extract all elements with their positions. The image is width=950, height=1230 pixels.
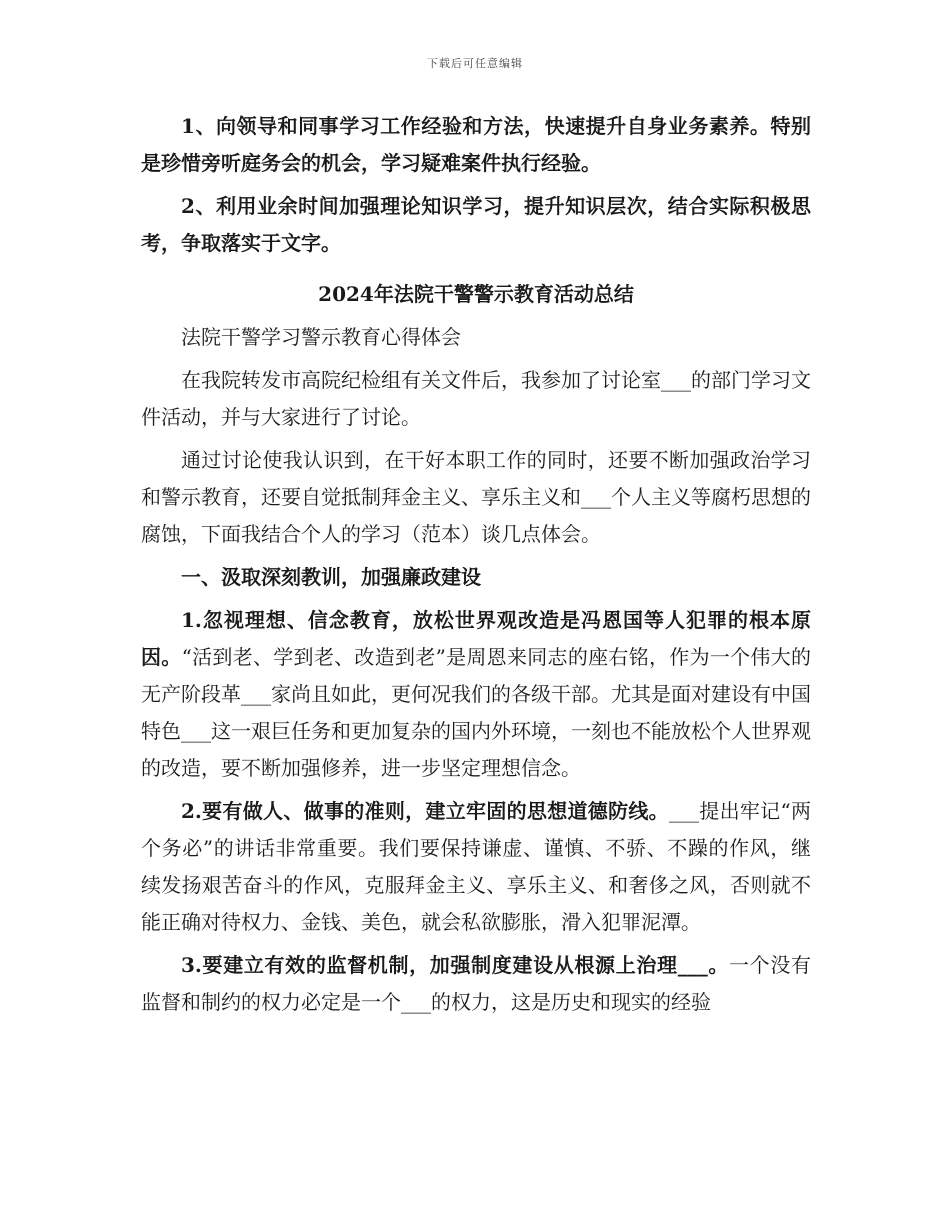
item-2-body: ___提出牢记“两个务必”的讲话非常重要。我们要保持谦虚、谨慎、不骄、不躁的作风，继续发扬艰苦奋斗的作风，克服拜金主义、享乐主义、和奢侈之风，否则就不能正确对待权力、金钱、美色，就会私欲膨胀，滑入犯罪泥潭。 bbox=[141, 799, 811, 934]
item-3-body: 一个没有监督和制约的权力必定是一个___的权力，这是历史和现实的经验 bbox=[141, 953, 811, 1014]
item-2-lead: 2.要有做人、做事的准则，建立牢固的思想道德防线。 bbox=[181, 799, 669, 823]
document-title: 2024年法院干警警示教育活动总结 bbox=[318, 282, 634, 306]
document-subtitle: 法院干警学习警示教育心得体会 bbox=[181, 325, 461, 349]
item-3 bbox=[141, 947, 811, 1021]
item-1-body: “活到老、学到老、改造到老”是周恩来同志的座右铭，作为一个伟大的无产阶段革___家尚且如此，更何况我们的各级干部。尤其是面对建设有中国特色___这一艰巨任务和更加复杂的国内外环境，一刻也不能放松个人世界观的改造，要不断加强修养，进一步坚定理想信念。 bbox=[141, 645, 812, 780]
paragraph-1: 1、向领导和同事学习工作经验和方法，快速提升自身业务素养。特别是珍惜旁听庭务会的机会，学习疑难案件执行经验。 bbox=[141, 114, 811, 175]
page-header-note: 下载后可任意编辑 bbox=[427, 57, 523, 70]
item-3-lead: 3.要建立有效的监督机制，加强制度建设从根源上治理___。 bbox=[181, 953, 730, 977]
paragraph-2: 2、利用业余时间加强理论知识学习，提升知识层次，结合实际积极思考，争取落实于文字。 bbox=[141, 194, 811, 255]
section-heading-1: 一、汲取深刻教训，加强廉政建设 bbox=[181, 565, 481, 589]
item-1 bbox=[141, 602, 811, 787]
paragraph-4: 通过讨论使我认识到，在干好本职工作的同时，还要不断加强政治学习和警示教育，还要自觉抵制拜金主义、享乐主义和___个人主义等腐朽思想的腐蚀，下面我结合个人的学习（范本）谈几点体会。 bbox=[141, 448, 811, 546]
item-2 bbox=[141, 793, 811, 941]
document-body bbox=[141, 108, 811, 1027]
item-1-lead: 1.忽视理想、信念教育，放松世界观改造是冯恩国等人犯罪的根本原因。 bbox=[141, 608, 811, 669]
paragraph-3: 在我院转发市高院纪检组有关文件后，我参加了讨论室___的部门学习文件活动，并与大家进行了讨论。 bbox=[141, 368, 811, 429]
